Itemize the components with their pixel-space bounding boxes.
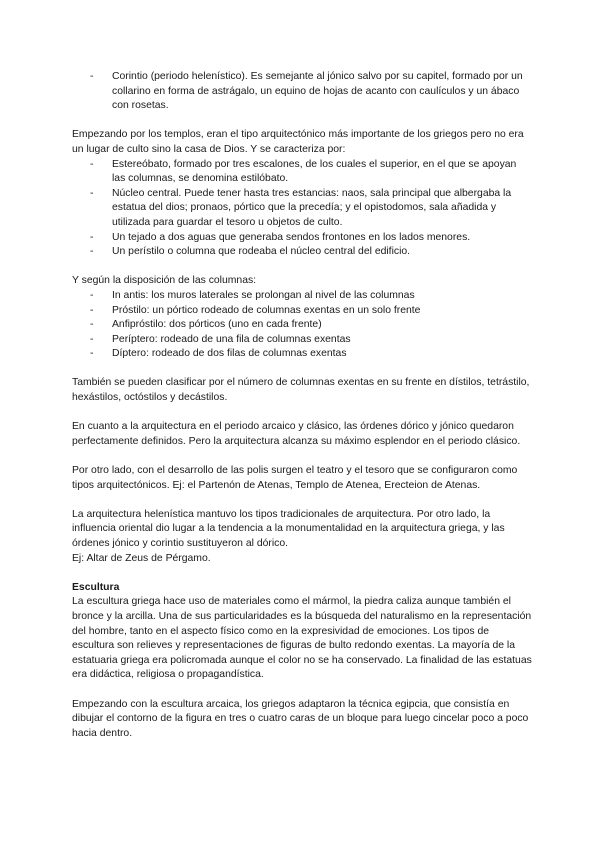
- list-item: - Un tejado a dos aguas que generaba sendos frontones en los lados menores.: [72, 231, 532, 246]
- list-item: - Estereóbato, formado por tres escalones, de los cuales el superior, en el que se apoyan las columnas, se denomina estilóbato.: [72, 158, 532, 187]
- document-body: [72, 70, 532, 756]
- paragraph-orders: En cuanto a la arquitectura en el periodo arcaico y clásico, las órdenes dórico y jónico quedaron perfectamente definidos. Pero la arquitectura alcanza su máximo esplendor en el periodo clásico.: [72, 421, 521, 447]
- paragraph-column-count: También se pueden clasificar por el número de columnas exentas en su frente en dístilos, tetrástilo, hexástilos, octóstilos y decástilos.: [72, 377, 530, 404]
- paragraph-sculpture: La escultura griega hace uso de materiales como el mármol, la piedra caliza aunque también el bronce y la arcilla. Una de sus particularidades es la búsqueda del naturalismo en la representación del hombre, tanto en el aspecto físico como en la expresividad de emociones. Los tipos de escultura son relieves y representaciones de figuras de bulto redondo exentas. La mayoría de la estatuaria griega era policromada aunque el color no se ha conservado. La finalidad de las estatuas era didáctica, religiosa o propagandística.: [72, 596, 532, 681]
- list-item: - Núcleo central. Puede tener hasta tres estancias: naos, sala principal que albergaba la estatua del dios; pronaos, pórtico que la precedía; y el opistodomos, sala añadida y utilizada para guardar el tesoro u objetos de culto.: [72, 187, 532, 231]
- list-item: - Períptero: rodeado de una fila de columnas exentas: [72, 333, 532, 348]
- list-item: - In antis: los muros laterales se prolongan al nivel de las columnas: [72, 289, 532, 304]
- temple-features-list: [72, 158, 532, 260]
- temples-intro: Empezando por los templos, eran el tipo arquitectónico más importante de los griegos pero no era un lugar de culto sino la casa de Dios. Y se caracteriza por:: [72, 129, 524, 155]
- column-types-list: [72, 289, 532, 362]
- paragraph-polis: Por otro lado, con el desarrollo de las polis surgen el teatro y el tesoro que se configuraron como tipos arquitectónicos. Ej: el Partenón de Atenas, Templo de Atenea, Erecteion de Atenas.: [72, 465, 518, 491]
- paragraph-archaic-sculpture: Empezando con la escultura arcaica, los griegos adaptaron la técnica egipcia, que consistía en dibujar el contorno de la figura en tres o cuatro caras de un bloque para luego cincelar poco a poco hacia dentro.: [72, 698, 529, 739]
- paragraph-hellenistic: La arquitectura helenística mantuvo los tipos tradicionales de arquitectura. Por otro lado, la influencia oriental dio lugar a la tendencia a la monumentalidad en la arquitectura griega, y las órdenes jónico y corintio sustituyeron al dórico.: [72, 508, 505, 549]
- list-item: - Próstilo: un pórtico rodeado de columnas exentas en un solo frente: [72, 304, 532, 319]
- columns-intro: Y según la disposición de las columnas:: [72, 275, 257, 287]
- list-item: - Corintio (periodo helenístico). Es semejante al jónico salvo por su capitel, formado por un collarino en forma de astrágalo, un equino de hojas de acanto con caulículos y un ábaco con rosetas.: [72, 70, 532, 114]
- orders-list: [72, 70, 532, 114]
- list-item: - Díptero: rodeado de dos filas de columnas exentas: [72, 347, 532, 362]
- list-item: - Anfipróstilo: dos pórticos (uno en cada frente): [72, 318, 532, 333]
- list-item: - Un perístilo o columna que rodeaba el núcleo central del edificio.: [72, 245, 532, 260]
- paragraph-example: Ej: Altar de Zeus de Pérgamo.: [72, 552, 211, 564]
- section-title-sculpture: Escultura: [72, 581, 120, 593]
